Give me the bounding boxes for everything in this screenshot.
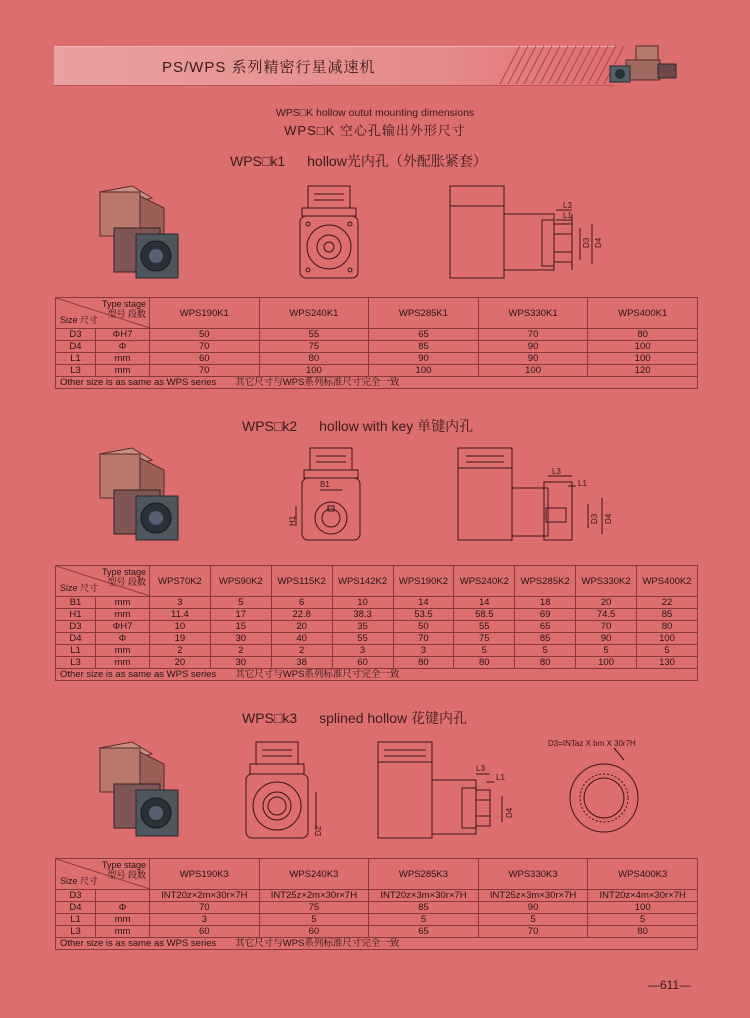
table-cell: 70 [393, 633, 454, 645]
table-cell: 5 [515, 645, 576, 657]
column-header: WPS115K2 [271, 566, 332, 597]
column-header: WPS400K1 [588, 298, 698, 329]
dim-label: L1 [496, 773, 505, 782]
table-cell: 80 [588, 926, 698, 938]
table-corner: Type stage 型号 段数 Size 尺寸 [56, 298, 150, 329]
table-cell: L3 [56, 657, 96, 669]
table-cell: 50 [150, 329, 260, 341]
column-header: WPS330K2 [576, 566, 637, 597]
column-header: WPS285K1 [369, 298, 479, 329]
table-cell: 65 [515, 621, 576, 633]
front-view-k1 [296, 184, 362, 284]
table-note: Other size is as same as WPS series 其它尺寸与WPS系列标准尺寸完全一致 [56, 669, 698, 681]
table-cell: mm [96, 365, 150, 377]
table-cell: 38.3 [332, 609, 393, 621]
dim-label: L3 [476, 764, 485, 773]
table-cell: 100 [588, 353, 698, 365]
column-header: WPS190K3 [150, 859, 260, 890]
dim-label: L3 [552, 467, 561, 476]
table-note: Other size is as same as WPS series 其它尺寸与WPS系列标准尺寸完全一致 [56, 938, 698, 950]
table-cell: 70 [150, 902, 260, 914]
table-cell: 5 [576, 645, 637, 657]
section-title-k3: WPS□k3 splined hollow 花键内孔 [242, 710, 467, 726]
table-cell: 100 [369, 365, 479, 377]
table-row [56, 329, 698, 341]
table-cell: INT25z×2m×30r×7H [259, 890, 369, 902]
table-cell: 50 [393, 621, 454, 633]
table-cell: 69 [515, 609, 576, 621]
table-cell: 18 [515, 597, 576, 609]
column-header: WPS285K3 [369, 859, 479, 890]
table-cell: 60 [150, 926, 260, 938]
table-cell: 53.5 [393, 609, 454, 621]
table-cell: 75 [259, 341, 369, 353]
table-cell: 2 [210, 645, 271, 657]
table-cell: 14 [393, 597, 454, 609]
table-row [56, 341, 698, 353]
table-cell: ΦH7 [96, 621, 150, 633]
header-gearbox-image [606, 42, 680, 88]
table-cell: 22.8 [271, 609, 332, 621]
dim-label: H1 [288, 515, 297, 526]
table-cell: 75 [454, 633, 515, 645]
table-cell: 100 [478, 365, 588, 377]
table-cell: 90 [478, 353, 588, 365]
table-cell: Φ [96, 341, 150, 353]
table-cell: 65 [369, 926, 479, 938]
table-cell: 55 [259, 329, 369, 341]
table-cell: 100 [259, 365, 369, 377]
table-cell: 85 [369, 341, 479, 353]
table-cell: mm [96, 926, 150, 938]
table-cell: 130 [637, 657, 698, 669]
table-cell: mm [96, 353, 150, 365]
table-cell: 74.5 [576, 609, 637, 621]
table-cell: L1 [56, 645, 96, 657]
table-cell: 70 [478, 926, 588, 938]
table-cell: D4 [56, 902, 96, 914]
table-cell: D3 [56, 890, 96, 902]
table-cell: 19 [150, 633, 211, 645]
table-cell: 40 [271, 633, 332, 645]
table-cell: 90 [478, 341, 588, 353]
table-cell: 85 [515, 633, 576, 645]
dim-label: L1 [578, 479, 587, 488]
dim-label: D2 [314, 825, 323, 836]
table-cell: 80 [515, 657, 576, 669]
column-header: WPS330K1 [478, 298, 588, 329]
table-cell: 3 [332, 645, 393, 657]
front-view-k2 [286, 446, 372, 546]
table-cell: 85 [369, 902, 479, 914]
table-cell: mm [96, 645, 150, 657]
column-header: WPS400K2 [637, 566, 698, 597]
section-title-k2: WPS□k2 hollow with key 单键内孔 [242, 418, 474, 434]
dim-label: D4 [505, 807, 514, 818]
table-cell: 80 [259, 353, 369, 365]
table-cell: D4 [56, 633, 96, 645]
table-cell: mm [96, 597, 150, 609]
dim-label: L3 [563, 201, 572, 210]
table-row [56, 597, 698, 609]
table-cell: 100 [637, 633, 698, 645]
table-cell: 58.5 [454, 609, 515, 621]
table-row [56, 353, 698, 365]
side-view-k2 [456, 446, 616, 546]
table-cell: 5 [259, 914, 369, 926]
table-cell: 100 [576, 657, 637, 669]
table-row [56, 914, 698, 926]
table-cell: 15 [210, 621, 271, 633]
table-cell: 5 [588, 914, 698, 926]
table-cell: 80 [588, 329, 698, 341]
column-header: WPS142K2 [332, 566, 393, 597]
table-cell: D3 [56, 329, 96, 341]
dim-label: D4 [594, 237, 603, 248]
table-row [56, 633, 698, 645]
table-corner: Type stage 型号 段数 Size 尺寸 [56, 859, 150, 890]
table-cell: 30 [210, 657, 271, 669]
spec-table-k3 [55, 858, 698, 950]
dim-label: D3 [590, 513, 599, 524]
table-cell: 17 [210, 609, 271, 621]
column-header: WPS240K3 [259, 859, 369, 890]
table-cell: INT20z×2m×30r×7H [150, 890, 260, 902]
table-row [56, 902, 698, 914]
table-cell: L3 [56, 926, 96, 938]
table-cell: 5 [210, 597, 271, 609]
table-cell: Φ [96, 902, 150, 914]
dim-label: D4 [604, 513, 613, 524]
table-cell: 20 [576, 597, 637, 609]
table-cell: 2 [150, 645, 211, 657]
table-cell: 3 [393, 645, 454, 657]
table-row [56, 645, 698, 657]
table-cell: mm [96, 914, 150, 926]
table-cell [96, 890, 150, 902]
table-cell: 70 [576, 621, 637, 633]
table-cell: 75 [259, 902, 369, 914]
table-cell: 90 [369, 353, 479, 365]
table-cell: INT20z×3m×30r×7H [369, 890, 479, 902]
table-cell: 14 [454, 597, 515, 609]
table-cell: L3 [56, 365, 96, 377]
page-title: PS/WPS 系列精密行星减速机 [162, 59, 376, 76]
table-row [56, 890, 698, 902]
product-photo-k2 [92, 446, 188, 546]
table-cell: 70 [478, 329, 588, 341]
table-cell: 100 [588, 341, 698, 353]
side-view-k1 [448, 184, 608, 284]
product-photo-k1 [92, 184, 188, 286]
dim-label: D3 [582, 237, 591, 248]
table-cell: 3 [150, 914, 260, 926]
column-header: WPS330K3 [478, 859, 588, 890]
table-cell: mm [96, 609, 150, 621]
table-cell: 6 [271, 597, 332, 609]
table-cell: L1 [56, 914, 96, 926]
table-cell: ΦH7 [96, 329, 150, 341]
front-view-k3 [244, 740, 330, 844]
table-cell: 90 [478, 902, 588, 914]
column-header: WPS190K1 [150, 298, 260, 329]
table-row [56, 926, 698, 938]
table-cell: D4 [56, 341, 96, 353]
column-header: WPS400K3 [588, 859, 698, 890]
table-cell: 80 [454, 657, 515, 669]
side-view-k3 [372, 740, 522, 844]
product-photo-k3 [92, 740, 188, 844]
table-cell: INT20z×4m×30r×7H [588, 890, 698, 902]
table-cell: 70 [150, 341, 260, 353]
table-cell: 11.4 [150, 609, 211, 621]
table-cell: 35 [332, 621, 393, 633]
table-cell: 80 [393, 657, 454, 669]
table-cell: INT25z×3m×30r×7H [478, 890, 588, 902]
table-corner: Type stage 型号 段数 Size 尺寸 [56, 566, 150, 597]
spec-table-k2 [55, 565, 698, 681]
spline-spec-label: D3=INTaz X bm X 30r7H [548, 739, 636, 748]
table-note: Other size is as same as WPS series 其它尺寸与WPS系列标准尺寸完全一致 [56, 377, 698, 389]
table-cell: H1 [56, 609, 96, 621]
table-cell: D3 [56, 621, 96, 633]
table-cell: 55 [454, 621, 515, 633]
spec-table-k1 [55, 297, 698, 389]
table-cell: 60 [150, 353, 260, 365]
dim-label: L1 [563, 211, 572, 220]
table-row [56, 609, 698, 621]
table-cell: 20 [271, 621, 332, 633]
table-cell: 5 [637, 645, 698, 657]
column-header: WPS240K1 [259, 298, 369, 329]
subtitle-chinese: WPS□K 空心孔输出外形尺寸 [284, 123, 466, 138]
table-row [56, 365, 698, 377]
table-cell: Φ [96, 633, 150, 645]
table-cell: 60 [259, 926, 369, 938]
table-cell: 85 [637, 609, 698, 621]
table-cell: 10 [150, 621, 211, 633]
table-cell: 55 [332, 633, 393, 645]
table-row [56, 657, 698, 669]
table-cell: B1 [56, 597, 96, 609]
page-number: —611— [648, 978, 692, 992]
table-cell: 22 [637, 597, 698, 609]
column-header: WPS190K2 [393, 566, 454, 597]
column-header: WPS70K2 [150, 566, 211, 597]
table-cell: 5 [369, 914, 479, 926]
table-cell: 90 [576, 633, 637, 645]
table-cell: 38 [271, 657, 332, 669]
column-header: WPS90K2 [210, 566, 271, 597]
table-cell: 20 [150, 657, 211, 669]
table-row [56, 621, 698, 633]
table-cell: 120 [588, 365, 698, 377]
table-cell: 60 [332, 657, 393, 669]
table-cell: 3 [150, 597, 211, 609]
subtitle-english: WPS□K hollow outut mounting dimensions [275, 107, 475, 119]
table-cell: 100 [588, 902, 698, 914]
table-cell: 80 [637, 621, 698, 633]
table-cell: L1 [56, 353, 96, 365]
table-cell: 70 [150, 365, 260, 377]
table-cell: 65 [369, 329, 479, 341]
table-cell: mm [96, 657, 150, 669]
table-cell: 30 [210, 633, 271, 645]
table-cell: 2 [271, 645, 332, 657]
table-cell: 10 [332, 597, 393, 609]
table-cell: 5 [454, 645, 515, 657]
column-header: WPS240K2 [454, 566, 515, 597]
dim-label: B1 [320, 480, 330, 489]
table-cell: 5 [478, 914, 588, 926]
column-header: WPS285K2 [515, 566, 576, 597]
section-title-k1: WPS□k1 hollow光内孔（外配胀紧套） [230, 153, 487, 169]
spline-view-k3 [540, 736, 660, 844]
